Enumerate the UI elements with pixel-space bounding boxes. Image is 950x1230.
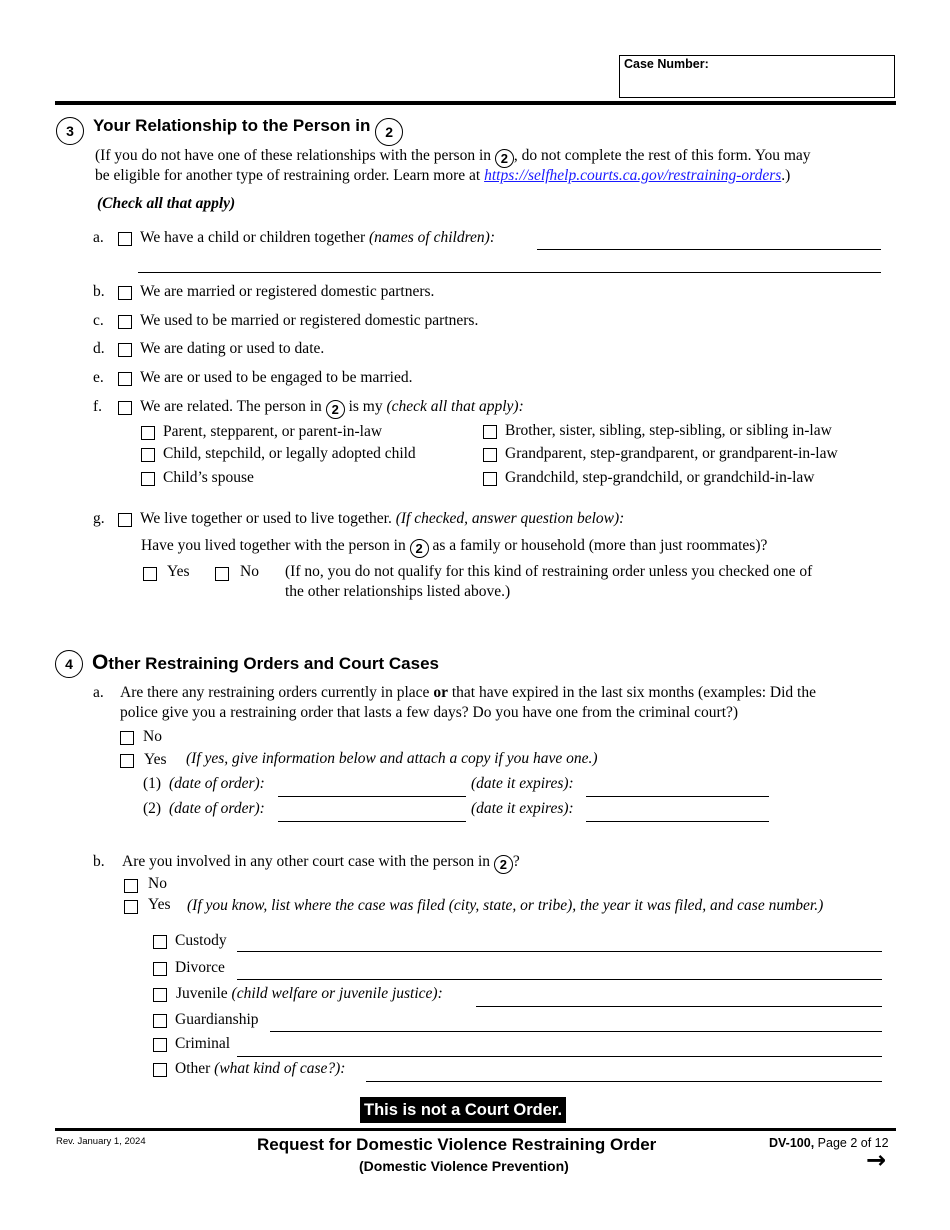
not-court-order-notice: This is not a Court Order. (360, 1097, 566, 1123)
live-together-label: We live together or used to live together. (If checked, answer question below): (140, 510, 625, 527)
person-2-ref: 2 (375, 118, 403, 146)
lived-together-no-checkbox[interactable] (215, 567, 229, 581)
order-2-expires-label: (date it expires): (471, 800, 574, 817)
item-letter: g. (93, 510, 105, 527)
form-subtitle: (Domestic Violence Prevention) (359, 1158, 569, 1174)
relation-grandparent-label: Grandparent, step-grandparent, or grandparent-in-law (505, 445, 838, 462)
children-together-checkbox[interactable] (118, 232, 132, 246)
order-row-2-number: (2) (143, 800, 162, 817)
section-4-number: 4 (55, 650, 83, 678)
case-divorce-checkbox[interactable] (153, 962, 167, 976)
orders-no-label: No (143, 728, 162, 745)
case-number-label: Case Number: (624, 57, 709, 71)
case-criminal-label: Criminal (175, 1035, 231, 1052)
item-letter: e. (93, 369, 104, 386)
orders-yes-checkbox[interactable] (120, 754, 134, 768)
case-custody-field[interactable] (237, 951, 882, 952)
relation-child-spouse-checkbox[interactable] (141, 472, 155, 486)
item-letter: a. (93, 229, 104, 246)
order-row-1-number: (1) (143, 775, 162, 792)
order-1-date-field[interactable] (278, 796, 466, 797)
lived-together-note-2: the other relationships listed above.) (285, 583, 511, 600)
item-letter: d. (93, 340, 105, 357)
self-help-link[interactable]: https://selfhelp.courts.ca.gov/restraining-orders (484, 167, 782, 184)
case-divorce-label: Divorce (175, 959, 225, 976)
cases-yes-hint: (If you know, list where the case was filed (city, state, or tribe), the year it was filed, and case number.) (187, 897, 824, 914)
item-letter: a. (93, 684, 104, 701)
orders-yes-hint: (If yes, give information below and attach a copy if you have one.) (186, 750, 598, 767)
order-1-expires-field[interactable] (586, 796, 769, 797)
cases-yes-checkbox[interactable] (124, 900, 138, 914)
check-all-note: (Check all that apply) (97, 195, 236, 212)
item-letter: b. (93, 283, 105, 300)
live-together-checkbox[interactable] (118, 513, 132, 527)
order-2-expires-field[interactable] (586, 821, 769, 822)
engaged-label: We are or used to be engaged to be married. (140, 369, 413, 386)
case-juvenile-label: Juvenile (child welfare or juvenile justice): (176, 985, 443, 1002)
section-3-title: Your Relationship to the Person in 2 (93, 116, 403, 146)
relation-grandparent-checkbox[interactable] (483, 448, 497, 462)
item-letter: b. (93, 853, 105, 870)
case-custody-checkbox[interactable] (153, 935, 167, 949)
relation-parent-label: Parent, stepparent, or parent-in-law (163, 423, 383, 440)
orders-no-checkbox[interactable] (120, 731, 134, 745)
lived-together-yes-label: Yes (167, 563, 190, 580)
case-juvenile-checkbox[interactable] (153, 988, 167, 1002)
children-names-field-1[interactable] (537, 249, 881, 250)
relation-sibling-checkbox[interactable] (483, 425, 497, 439)
cases-no-checkbox[interactable] (124, 879, 138, 893)
person-2-ref: 2 (410, 539, 429, 558)
case-divorce-field[interactable] (237, 979, 882, 980)
order-1-date-label: (date of order): (169, 775, 265, 792)
related-checkbox[interactable] (118, 401, 132, 415)
used-to-be-married-checkbox[interactable] (118, 315, 132, 329)
order-1-expires-label: (date it expires): (471, 775, 574, 792)
revision-date: Rev. January 1, 2024 (56, 1136, 146, 1147)
relation-child-checkbox[interactable] (141, 448, 155, 462)
cases-no-label: No (148, 875, 167, 892)
lived-together-yes-checkbox[interactable] (143, 567, 157, 581)
orders-yes-label: Yes (144, 751, 167, 768)
children-names-field-2[interactable] (138, 272, 881, 273)
married-checkbox[interactable] (118, 286, 132, 300)
case-guardianship-checkbox[interactable] (153, 1014, 167, 1028)
restraining-orders-question-1: Are there any restraining orders currently in place or that have expired in the last six months (examples: Did the (120, 684, 816, 701)
next-page-arrow-icon: → (866, 1146, 887, 1174)
case-other-checkbox[interactable] (153, 1063, 167, 1077)
married-label: We are married or registered domestic partners. (140, 283, 435, 300)
header-rule (55, 101, 896, 105)
order-2-date-field[interactable] (278, 821, 466, 822)
case-juvenile-field[interactable] (476, 1006, 882, 1007)
case-criminal-checkbox[interactable] (153, 1038, 167, 1052)
person-2-ref: 2 (495, 149, 514, 168)
lived-together-no-label: No (240, 563, 259, 580)
section-4-title: Other Restraining Orders and Court Cases (92, 651, 439, 674)
relation-parent-checkbox[interactable] (141, 426, 155, 440)
case-other-label: Other (what kind of case?): (175, 1060, 346, 1077)
section-3-intro-line-2: be eligible for another type of restraining order. Learn more at https://selfhelp.courts.ca.gov/restraining-orders.) (95, 167, 791, 184)
dating-label: We are dating or used to date. (140, 340, 325, 357)
form-page-info: DV-100, Page 2 of 12 (769, 1136, 889, 1150)
case-other-field[interactable] (366, 1081, 882, 1082)
relation-child-spouse-label: Child’s spouse (163, 469, 254, 486)
other-cases-question: Are you involved in any other court case with the person in 2 ? (122, 853, 520, 872)
live-together-question: Have you lived together with the person in 2 as a family or household (more than just roommates)? (141, 537, 768, 556)
relation-child-label: Child, stepchild, or legally adopted child (163, 445, 416, 462)
relation-grandchild-checkbox[interactable] (483, 472, 497, 486)
footer-rule (55, 1128, 896, 1131)
restraining-orders-question-2: police give you a restraining order that lasts a few days? Do you have one from the criminal court?) (120, 704, 739, 721)
item-letter: c. (93, 312, 104, 329)
order-2-date-label: (date of order): (169, 800, 265, 817)
case-custody-label: Custody (175, 932, 227, 949)
case-criminal-field[interactable] (237, 1056, 882, 1057)
person-2-ref: 2 (326, 400, 345, 419)
relation-sibling-label: Brother, sister, sibling, step-sibling, or sibling in-law (505, 422, 832, 439)
dating-checkbox[interactable] (118, 343, 132, 357)
case-number-box[interactable] (619, 55, 895, 98)
section-3-number: 3 (56, 117, 84, 145)
person-2-ref: 2 (494, 855, 513, 874)
lived-together-note-1: (If no, you do not qualify for this kind of restraining order unless you checked one of (285, 563, 813, 580)
engaged-checkbox[interactable] (118, 372, 132, 386)
case-guardianship-field[interactable] (270, 1031, 882, 1032)
related-label: We are related. The person in 2 is my (check all that apply): (140, 398, 524, 417)
section-3-intro-line-1: (If you do not have one of these relationships with the person in 2 , do not complete the rest of this form. You may (95, 147, 811, 166)
relation-grandchild-label: Grandchild, step-grandchild, or grandchild-in-law (505, 469, 815, 486)
cases-yes-label: Yes (148, 896, 171, 913)
case-guardianship-label: Guardianship (175, 1011, 259, 1028)
form-title: Request for Domestic Violence Restraining Order (257, 1135, 657, 1154)
children-together-label: We have a child or children together (names of children): (140, 229, 495, 246)
item-letter: f. (93, 398, 103, 415)
used-to-be-married-label: We used to be married or registered domestic partners. (140, 312, 479, 329)
